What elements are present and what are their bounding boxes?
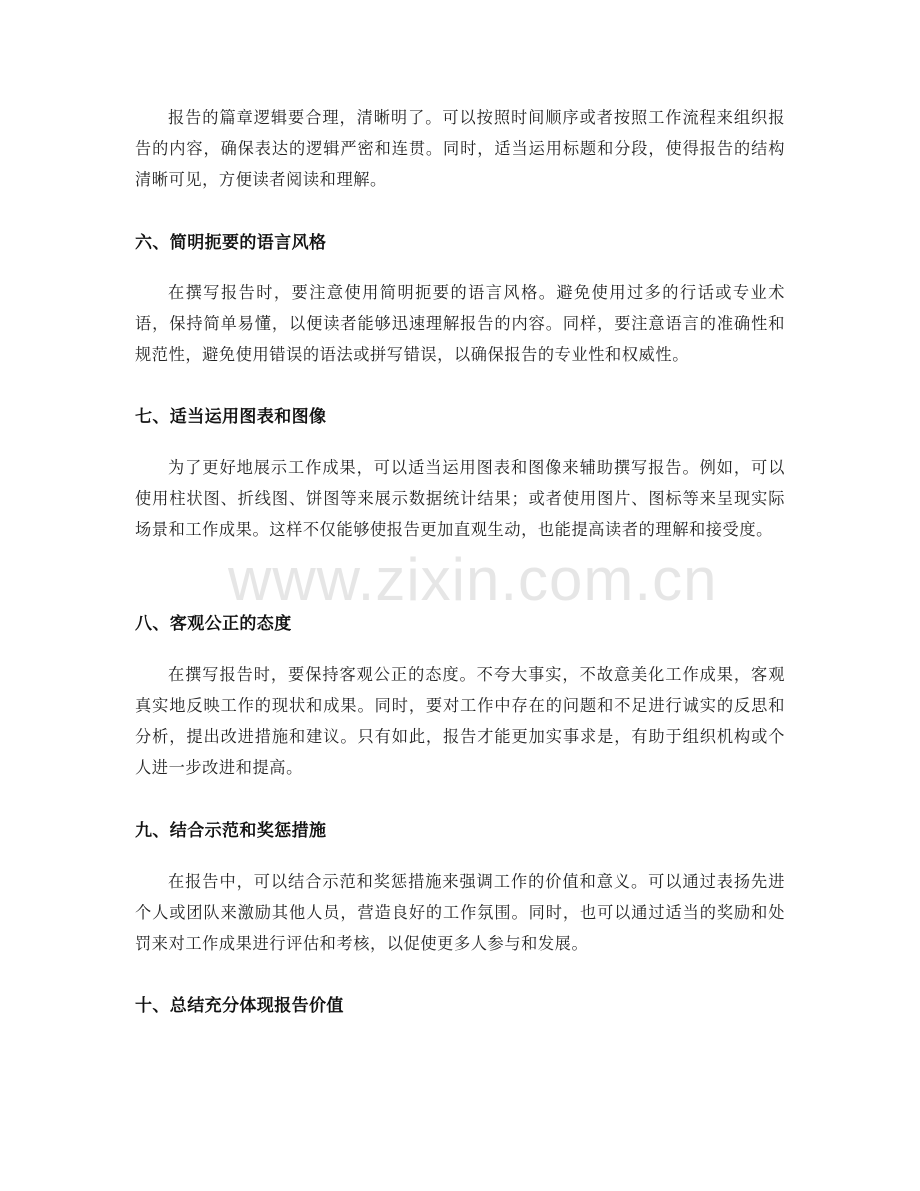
watermark: www.zixin.com.cn: [228, 546, 718, 613]
section-body-7: 为了更好地展示工作成果，可以适当运用图表和图像来辅助撰写报告。例如，可以使用柱状图、折线图、饼图等来展示数据统计结果；或者使用图片、图标等来呈现实际场景和工作成果。这样不仅能够使报告更加直观生动，也能提高读者的理解和接受度。: [135, 458, 785, 539]
section-heading-9: 九、结合示范和奖惩措施: [135, 821, 327, 841]
intro-paragraph: 报告的篇章逻辑要合理，清晰明了。可以按照时间顺序或者按照工作流程来组织报告的内容，确保表达的逻辑严密和连贯。同时，适当运用标题和分段，使得报告的结构清晰可见，方便读者阅读和理解。: [135, 108, 785, 189]
section-body-8: 在撰写报告时，要保持客观公正的态度。不夸大事实，不故意美化工作成果，客观真实地反映工作的现状和成果。同时，要对工作中存在的问题和不足进行诚实的反思和分析，提出改进措施和建议。只有如此，报告才能更加实事求是，有助于组织机构或个人进一步改进和提高。: [135, 665, 785, 777]
section-body-6: 在撰写报告时，要注意使用简明扼要的语言风格。避免使用过多的行话或专业术语，保持简单易懂，以便读者能够迅速理解报告的内容。同样，要注意语言的准确性和规范性，避免使用错误的语法或拼写错误，以确保报告的专业性和权威性。: [135, 283, 785, 364]
section-heading-8: 八、客观公正的态度: [135, 614, 292, 634]
section-body-9: 在报告中，可以结合示范和奖惩措施来强调工作的价值和意义。可以通过表扬先进个人或团队来激励其他人员，营造良好的工作氛围。同时，也可以通过适当的奖励和处罚来对工作成果进行评估和考核，以促使更多人参与和发展。: [135, 872, 785, 953]
section-heading-7: 七、适当运用图表和图像: [135, 407, 327, 427]
section-heading-6: 六、简明扼要的语言风格: [135, 233, 327, 253]
section-heading-10: 十、总结充分体现报告价值: [135, 996, 344, 1016]
